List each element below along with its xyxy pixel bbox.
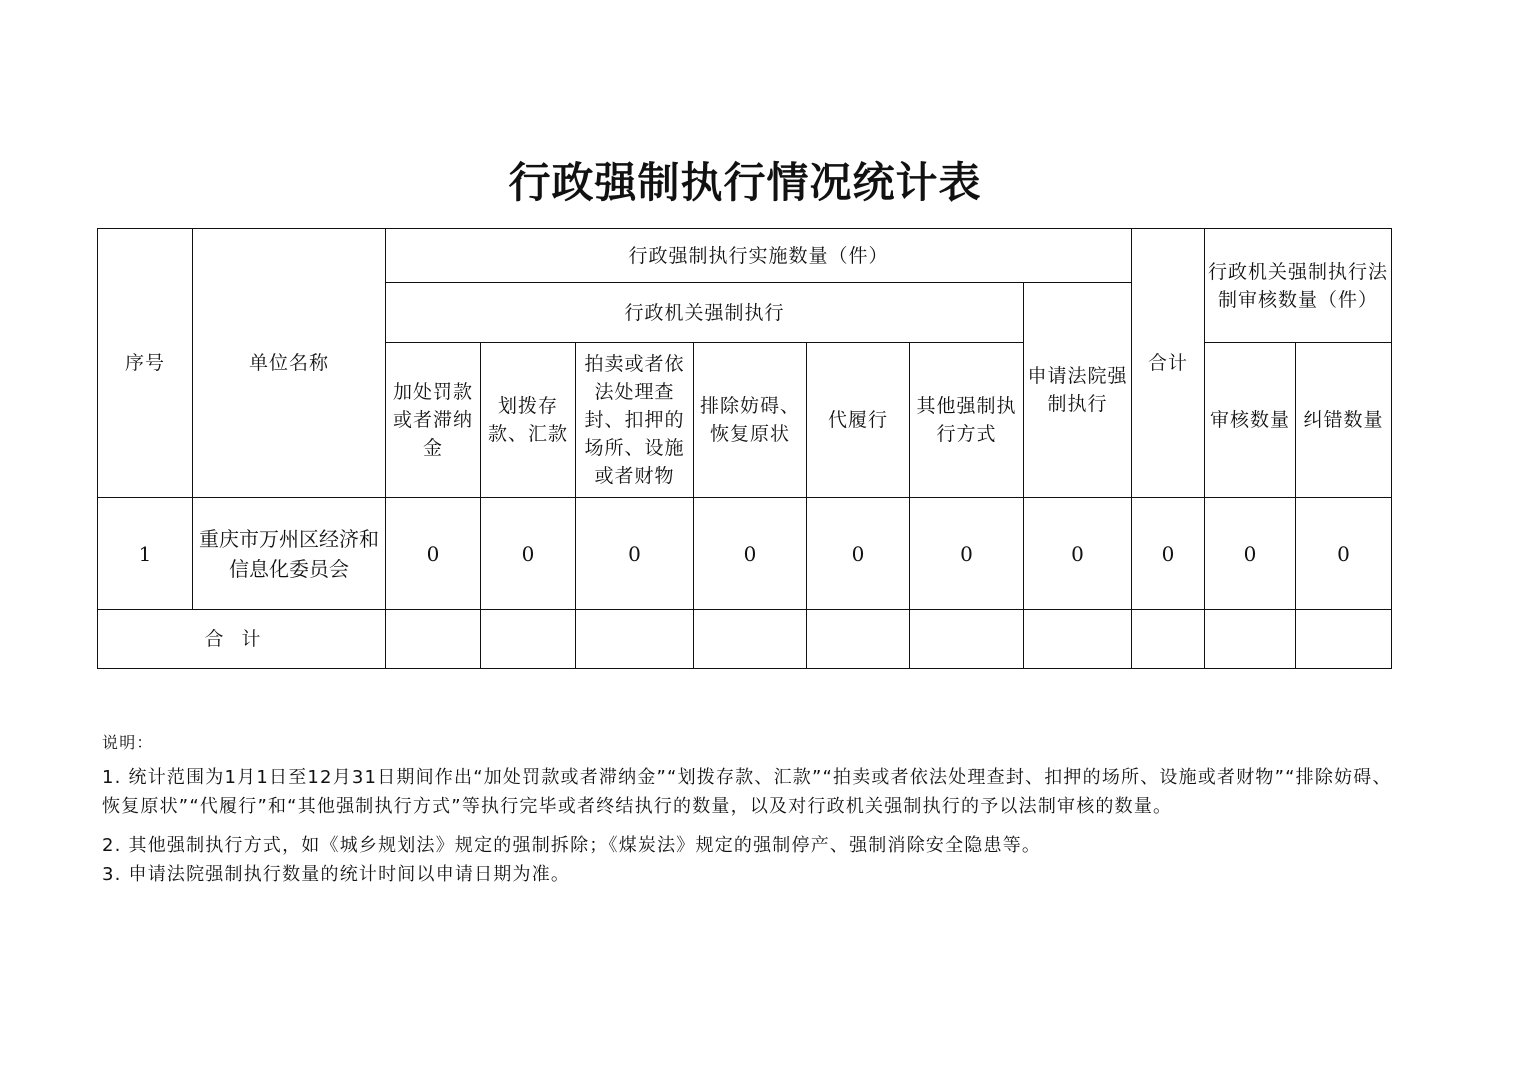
cell-value: 0 [1024, 498, 1132, 610]
header-transfer: 划拨存款、汇款 [481, 343, 576, 498]
header-review-count: 行政机关强制执行法制审核数量（件） [1205, 229, 1392, 343]
header-other-methods: 其他强制执行方式 [910, 343, 1024, 498]
cell-value: 0 [481, 498, 576, 610]
total-row-label: 合计 [98, 610, 386, 669]
empty-cell [576, 610, 694, 669]
empty-cell [386, 610, 481, 669]
cell-value: 0 [694, 498, 807, 610]
header-court-enforcement: 申请法院强制执行 [1024, 283, 1132, 498]
empty-cell [1205, 610, 1296, 669]
header-total: 合计 [1132, 229, 1205, 498]
empty-cell [1132, 610, 1205, 669]
page-title: 行政强制执行情况统计表 [508, 158, 982, 207]
cell-value: 0 [807, 498, 910, 610]
empty-cell [694, 610, 807, 669]
header-substitute-performance: 代履行 [807, 343, 910, 498]
empty-cell [910, 610, 1024, 669]
header-implement-count: 行政强制执行实施数量（件） [386, 229, 1132, 283]
header-review-quantity: 审核数量 [1205, 343, 1296, 498]
header-remove-obstruction: 排除妨碍、恢复原状 [694, 343, 807, 498]
empty-cell [1024, 610, 1132, 669]
empty-cell [481, 610, 576, 669]
empty-cell [1296, 610, 1392, 669]
row-unit-name: 重庆市万州区经济和信息化委员会 [193, 498, 386, 610]
header-seq: 序号 [98, 229, 193, 498]
cell-value: 0 [1132, 498, 1205, 610]
note-item: 2. 其他强制执行方式，如《城乡规划法》规定的强制拆除；《煤炭法》规定的强制停产、强制消除安全隐患等。 [102, 835, 1042, 856]
header-unit-name: 单位名称 [193, 229, 386, 498]
notes-section [102, 728, 1392, 889]
header-agency-enforcement: 行政机关强制执行 [386, 283, 1024, 343]
statistics-table [97, 228, 1392, 669]
cell-value: 0 [1296, 498, 1392, 610]
cell-value: 0 [910, 498, 1024, 610]
row-seq: 1 [98, 498, 193, 610]
header-fine: 加处罚款或者滞纳金 [386, 343, 481, 498]
table-row [98, 498, 1392, 610]
cell-value: 0 [576, 498, 694, 610]
notes-heading: 说明： [102, 733, 154, 752]
cell-value: 0 [386, 498, 481, 610]
total-row [98, 610, 1392, 669]
header-auction: 拍卖或者依法处理查封、扣押的场所、设施或者财物 [576, 343, 694, 498]
note-item: 1. 统计范围为1月1日至12月31日期间作出“加处罚款或者滞纳金”“划拨存款、汇款”“拍卖或者依法处理查封、扣押的场所、设施或者财物”“排除妨碍、恢复原状”“代履行”和“其他强制执行方式”等执行完毕或者终结执行的数量，以及对行政机关强制执行的予以法制审核的数量。 [102, 767, 1392, 817]
header-correction-quantity: 纠错数量 [1296, 343, 1392, 498]
empty-cell [807, 610, 910, 669]
cell-value: 0 [1205, 498, 1296, 610]
note-item: 3. 申请法院强制执行数量的统计时间以申请日期为准。 [102, 864, 571, 885]
